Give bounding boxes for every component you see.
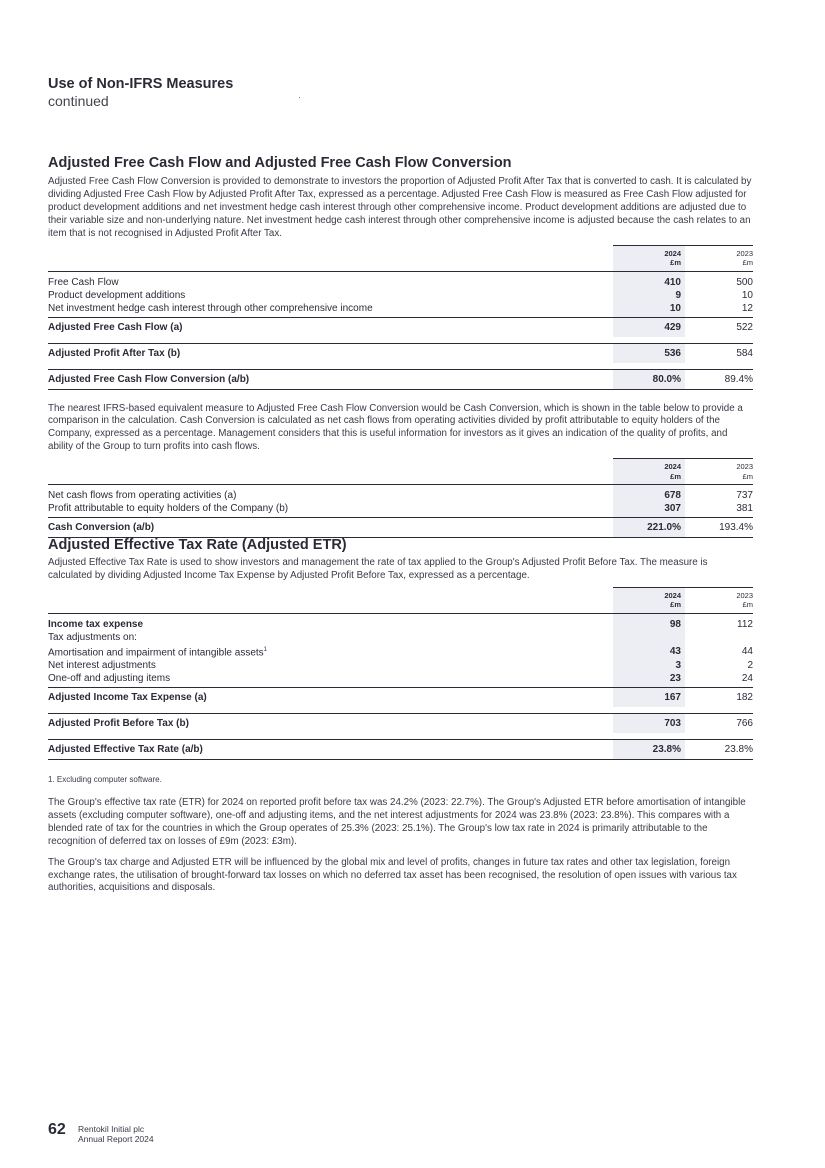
col-2024-header: 2024 £m xyxy=(613,459,685,485)
table-total-row: Cash Conversion (a/b) 221.0% 193.4% xyxy=(48,518,753,538)
table-row: Income tax expense 98 112 xyxy=(48,613,753,631)
table-adjusted-etr xyxy=(48,587,753,760)
etr-influences-paragraph: The Group's tax charge and Adjusted ETR will be influenced by the global mix and level of profits, changes in future tax rates and other tax legislation, foreign exchange rates, the utilisation of brought-forward tax losses on which no deferred tax asset has been recognised, the resolution of open issues with various tax authorities, acquisitions and disposals. xyxy=(48,856,737,894)
section-adjusted-etr xyxy=(48,536,753,895)
page-number: 62 xyxy=(48,1121,66,1138)
table-row: Profit attributable to equity holders of the Company (b) 307 381 xyxy=(48,502,753,518)
footnote: 1. Excluding computer software. xyxy=(48,775,162,785)
col-2024-header: 2024 £m xyxy=(613,245,685,271)
page-subtitle: continued xyxy=(48,93,109,109)
table-header-row xyxy=(48,245,753,271)
section-intro: Adjusted Effective Tax Rate is used to show investors and management the rate of tax applied to the Group's Adjusted Profit Before Tax. The measure is calculated by dividing Adjusted Income Tax Expense by Adjusted Profit Before Tax, expressed as a percentage. xyxy=(48,557,708,581)
table-row: Net investment hedge cash interest through other comprehensive income 10 12 xyxy=(48,302,753,318)
col-2023-header: 2023 £m xyxy=(685,587,753,613)
table-row: Product development additions 9 10 xyxy=(48,289,753,301)
table-row: One-off and adjusting items 23 24 xyxy=(48,672,753,688)
table-cash-conversion xyxy=(48,458,753,538)
col-2023-header: 2023 £m xyxy=(685,459,753,485)
footnote-marker: 1 xyxy=(263,646,268,653)
col-2024-header: 2024 £m xyxy=(613,587,685,613)
section-intro: Adjusted Free Cash Flow Conversion is provided to demonstrate to investors the proportion of Adjusted Profit After Tax that is converted to cash. It is calculated by dividing Adjusted Free Cash Flow by Adjusted Profit After Tax, expressed as a percentage. Adjusted Free Cash Flow is measured as Free Cash Flow adjusted for product development additions and net investment hedge cash interest through other comprehensive income. Product development additions are adjusted due to their variable size and non-underlying nature. Net investment hedge cash interest through other comprehensive income is adjusted because the cash relates to an item that is not recognised in Adjusted Profit After Tax. xyxy=(48,176,752,239)
table-total-row: Adjusted Effective Tax Rate (a/b) 23.8% 23.8% xyxy=(48,740,753,760)
table-header-row xyxy=(48,587,753,613)
footer-publication: Rentokil Initial plc Annual Report 2024 xyxy=(78,1124,154,1144)
table-row: Amortisation and impairment of intangible assets$^1$ 43 44 xyxy=(48,644,753,659)
etr-paragraph: The Group's effective tax rate (ETR) for 2024 on reported profit before tax was 24.2% (2023: 22.7%). The Group's Adjusted ETR before amortisation of intangible assets (excluding computer software), one-off and adjusting items, and the net interest adjustments for 2024 was 23.8% (2023: 23.8%). This compares with a blended rate of tax for the countries in which the Group operates of 25.3% (2023: 25.1%). The Group's low tax rate in 2024 is primarily attributable to the recognition of deferred tax on losses of £9m (2023: £3m). xyxy=(48,797,746,847)
table-row: Net interest adjustments 3 2 xyxy=(48,660,753,672)
cash-conversion-explanation: The nearest IFRS-based equivalent measure to Adjusted Free Cash Flow Conversion would be Cash Conversion, which is shown in the table below to provide a comparison in the calculation. Cash Conversion is calculated as net cash flows from operating activities divided by profit attributable to equity holders of the Company, expressed as a percentage. Management considers that this is useful information for investors as it gives an indication of the quality of profits, and ability of the Group to turn profits into cash flows. xyxy=(48,402,743,453)
table-total-row: Adjusted Free Cash Flow Conversion (a/b) 80.0% 89.4% xyxy=(48,369,753,389)
col-2023-header: 2023 £m xyxy=(685,245,753,271)
table-total-row: Adjusted Free Cash Flow (a) 429 522 xyxy=(48,317,753,337)
table-total-row: Adjusted Profit Before Tax (b) 703 766 xyxy=(48,714,753,734)
table-row: Net cash flows from operating activities (a) 678 737 xyxy=(48,485,753,503)
table-row: Free Cash Flow 410 500 xyxy=(48,271,753,289)
table-header-row xyxy=(48,459,753,485)
table-total-row: Adjusted Profit After Tax (b) 536 584 xyxy=(48,343,753,363)
section-heading: Adjusted Effective Tax Rate (Adjusted ETR) xyxy=(48,537,347,553)
stray-dot xyxy=(299,97,300,98)
table-adjusted-free-cash-flow xyxy=(48,245,753,390)
section-heading: Adjusted Free Cash Flow and Adjusted Free Cash Flow Conversion xyxy=(48,155,512,171)
page-title: Use of Non-IFRS Measures xyxy=(48,76,234,92)
section-adjusted-free-cash-flow xyxy=(48,154,753,538)
table-row: Tax adjustments on: xyxy=(48,631,753,644)
table-total-row: Adjusted Income Tax Expense (a) 167 182 xyxy=(48,688,753,708)
